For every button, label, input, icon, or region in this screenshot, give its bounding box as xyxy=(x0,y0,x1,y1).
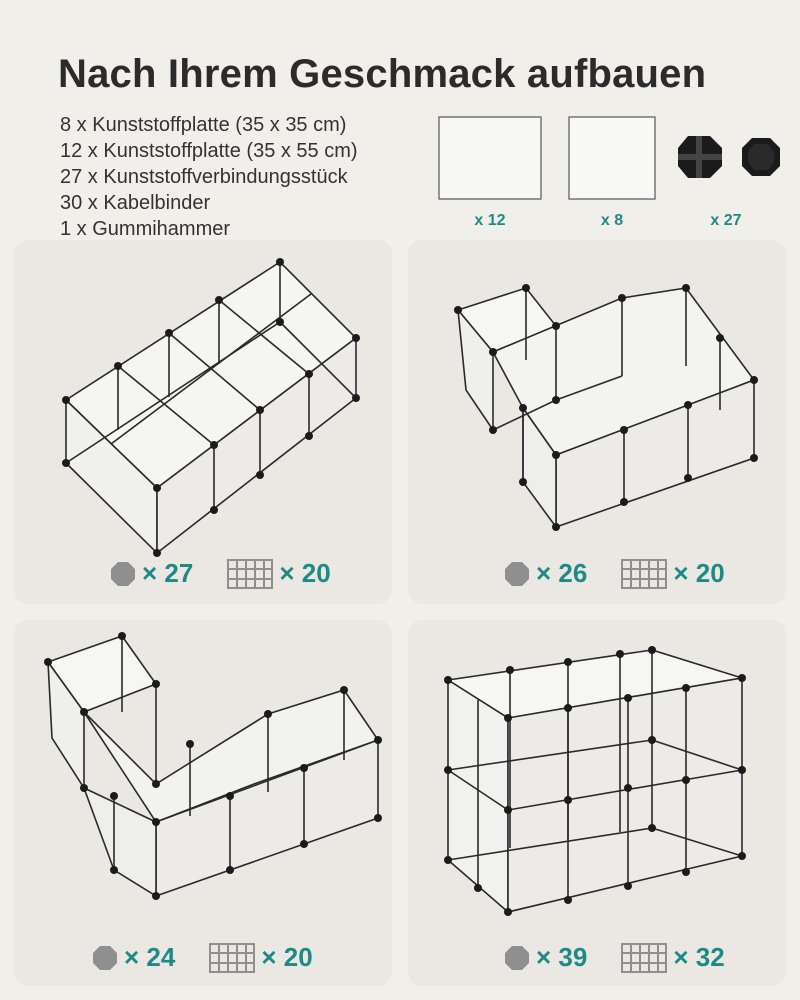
large-panel-icon xyxy=(438,116,542,200)
connector-icon xyxy=(676,132,786,182)
panel-quantity: × 32 xyxy=(673,942,725,972)
config-card-3 xyxy=(14,620,392,986)
connector-count-icon xyxy=(504,945,530,971)
config-stats xyxy=(504,558,725,589)
connector-quantity: × 24 xyxy=(124,942,176,972)
parts-list-item: 27 x Kunststoffverbindungsstück xyxy=(60,166,348,188)
connector-quantity: × 39 xyxy=(536,942,588,972)
large-panel-count: x 12 xyxy=(474,212,506,229)
config-card-2 xyxy=(408,240,786,604)
connector-quantity: × 26 xyxy=(536,558,588,588)
parts-list xyxy=(60,112,358,242)
parts-list-item: 1 x Gummihammer xyxy=(60,218,231,240)
connector-count-icon xyxy=(92,945,118,971)
cage-illustration xyxy=(14,240,392,604)
connector-quantity: × 27 xyxy=(142,558,194,588)
parts-list-item: 12 x Kunststoffplatte (35 x 55 cm) xyxy=(60,140,358,162)
panel-grid-icon xyxy=(227,559,273,589)
panel-grid-icon xyxy=(621,559,667,589)
panel-quantity: × 20 xyxy=(279,558,331,588)
config-card-1 xyxy=(14,240,392,604)
config-stats xyxy=(504,942,725,973)
page-title: Nach Ihrem Geschmack aufbauen xyxy=(58,52,707,96)
config-stats xyxy=(110,558,331,589)
cage-illustration xyxy=(408,620,786,986)
connector-count: x 27 xyxy=(710,212,742,229)
small-panel-count: x 8 xyxy=(600,212,624,229)
parts-list-item: 8 x Kunststoffplatte (35 x 35 cm) xyxy=(60,114,347,136)
panel-quantity: × 20 xyxy=(673,558,725,588)
config-card-4 xyxy=(408,620,786,986)
connector-count-icon xyxy=(504,561,530,587)
config-stats xyxy=(92,942,313,973)
parts-list-item: 30 x Kabelbinder xyxy=(60,192,211,214)
connector-count-icon xyxy=(110,561,136,587)
panel-grid-icon xyxy=(621,943,667,973)
small-panel-icon xyxy=(568,116,656,200)
panel-grid-icon xyxy=(209,943,255,973)
cage-illustration xyxy=(14,620,392,986)
cage-illustration xyxy=(408,240,786,604)
panel-quantity: × 20 xyxy=(261,942,313,972)
